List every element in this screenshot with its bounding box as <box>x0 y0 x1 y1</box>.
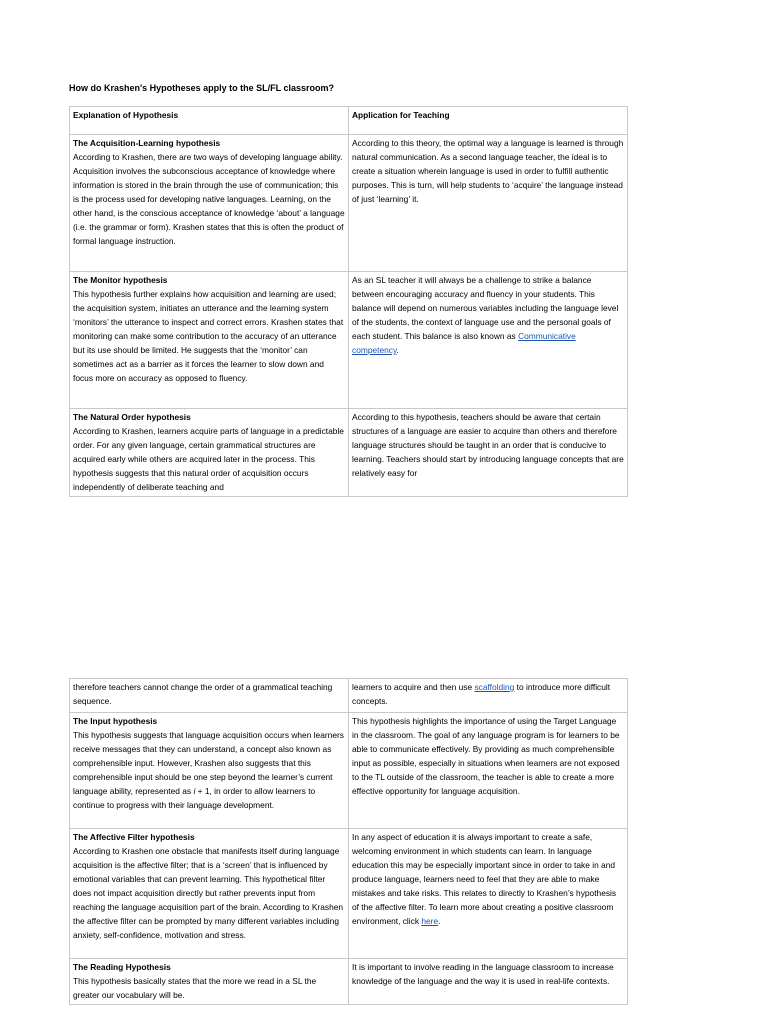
explanation-italic-i: i <box>193 786 196 796</box>
application-text: According to this theory, the optimal way a language is learned is through natural communication. As a second language teacher, the ideal is to create a situation wherein language is used in order to fulfill authentic purposes. This is turn, will help students to ‘acquire’ the language instead of just ‘learning’ it. <box>352 138 624 204</box>
explanation-text: therefore teachers cannot change the order of a grammatical teaching sequence. <box>73 682 333 706</box>
explanation-cell <box>70 829 349 959</box>
application-text: It is important to involve reading in the language classroom to increase knowledge of the language and the way it is used in real-life contexts. <box>352 962 614 986</box>
explanation-cell <box>70 713 349 829</box>
application-text-end: . <box>438 916 441 926</box>
table-row <box>70 272 628 409</box>
explanation-cell <box>70 959 349 1005</box>
application-text-end: . <box>396 345 399 355</box>
here-link[interactable]: here <box>421 916 439 926</box>
explanation-text: This hypothesis further explains how acquisition and learning are used; the acquisition system, initiates an utterance and the learning system ‘monitors’ the utterance to inspect and correct errors. Krashen states that monitoring can make some contribution to the accuracy of an utterance but its use should be limited. He suggests that the ‘monitor’ can sometimes act as a barrier as it forces the learner to slow down and focus more on accuracy as opposed to fluency. <box>73 289 344 383</box>
hypothesis-title: The Input hypothesis <box>73 716 158 726</box>
hypotheses-table-page-1 <box>69 106 628 497</box>
application-cell <box>349 679 628 713</box>
explanation-cell <box>70 272 349 409</box>
application-cell <box>349 272 628 409</box>
table-header-row <box>70 107 628 135</box>
explanation-text: According to Krashen, learners acquire parts of language in a predictable order. For any given language, certain grammatical structures are acquired early while others are acquired later in the process. This hypothesis suggests that this natural order of acquisition occurs independently of deliberate teaching and <box>73 426 344 492</box>
table-row <box>70 135 628 272</box>
application-cell <box>349 409 628 497</box>
application-cell <box>349 135 628 272</box>
hypothesis-title: The Natural Order hypothesis <box>73 412 191 422</box>
explanation-cell <box>70 135 349 272</box>
column-header-application: Application for Teaching <box>349 107 628 135</box>
page-heading: How do Krashen's Hypotheses apply to the SL/FL classroom? <box>69 83 335 93</box>
table-row <box>70 829 628 959</box>
communicative-competency-link[interactable]: Communicative competency <box>352 331 576 355</box>
application-cell <box>349 959 628 1005</box>
explanation-text-end: + 1, in order to allow learners to continue to progress with their language development. <box>73 786 316 810</box>
application-text: In any aspect of education it is always important to create a safe, welcoming environment in which students can learn. In language education this may be especially important since in order to take in and produce language, learners need to feel that they are able to make mistakes and take risks. This relates to directly to Krashen’s hypothesis of the affective filter. To learn more about creating a positive classroom environment, click <box>352 832 617 926</box>
application-cell <box>349 829 628 959</box>
hypothesis-title: The Monitor hypothesis <box>73 275 168 285</box>
hypothesis-title: The Affective Filter hypothesis <box>73 832 195 842</box>
table-row <box>70 713 628 829</box>
explanation-text: According to Krashen, there are two ways of developing language ability. Acquisition involves the subconscious acceptance of knowledge where information is stored in the brain through the use of communication; this is the process used for developing native languages. Learning, on the other hand, is the conscious acceptance of knowledge ‘about’ a language (i.e. the grammar or form). Krashen states that this is often the product of formal language instruction. <box>73 152 345 246</box>
table-row <box>70 679 628 713</box>
explanation-cell <box>70 679 349 713</box>
hypothesis-title: The Reading Hypothesis <box>73 962 171 972</box>
application-cell <box>349 713 628 829</box>
explanation-text: This hypothesis basically states that the more we read in a SL the greater our vocabulary will be. <box>73 976 317 1000</box>
table-row <box>70 409 628 497</box>
hypotheses-table-page-2 <box>69 678 628 1005</box>
scaffolding-link[interactable]: scaffolding <box>474 682 515 692</box>
column-header-explanation: Explanation of Hypothesis <box>70 107 349 135</box>
application-text: learners to acquire and then use <box>352 682 475 692</box>
application-text: According to this hypothesis, teachers should be aware that certain structures of a language are easier to acquire than others and therefore language structures should be taught in an order that is conducive to learning. Teachers should start by introducing language concepts that are relatively easy for <box>352 412 624 478</box>
table-row <box>70 959 628 1005</box>
explanation-text: This hypothesis suggests that language acquisition occurs when learners receive messages that they can understand, a concept also known as comprehensible input. However, Krashen also suggests that this comprehensible input should be one step beyond the learner’s current language ability, represented as <box>73 730 344 796</box>
application-text: As an SL teacher it will always be a challenge to strike a balance between encouraging accuracy and fluency in your students. This balance will depend on numerous variables including the language level of the students, the context of language use and the personal goals of each student. This balance is also known as <box>352 275 619 341</box>
hypothesis-title: The Acquisition-Learning hypothesis <box>73 138 221 148</box>
explanation-text: According to Krashen one obstacle that manifests itself during language acquisition is the affective filter; that is a ‘screen’ that is influenced by emotional variables that can prevent learning. This hypothetical filter does not impact acquisition directly but rather prevents input from reaching the language acquisition part of the brain. According to Krashen the affective filter can be prompted by many different variables including anxiety, self-confidence, motivation and stress. <box>73 846 344 940</box>
explanation-cell <box>70 409 349 497</box>
application-text-end: to introduce more difficult concepts. <box>352 682 611 706</box>
application-text: This hypothesis highlights the importance of using the Target Language in the classroom. The goal of any language program is for learners to be able to communicate effectively. By providing as much comprehensible input as possible, especially in situations when learners are not exposed to the TL outside of the classroom, the teacher is able to create a more effective opportunity for language acquisition. <box>352 716 620 796</box>
